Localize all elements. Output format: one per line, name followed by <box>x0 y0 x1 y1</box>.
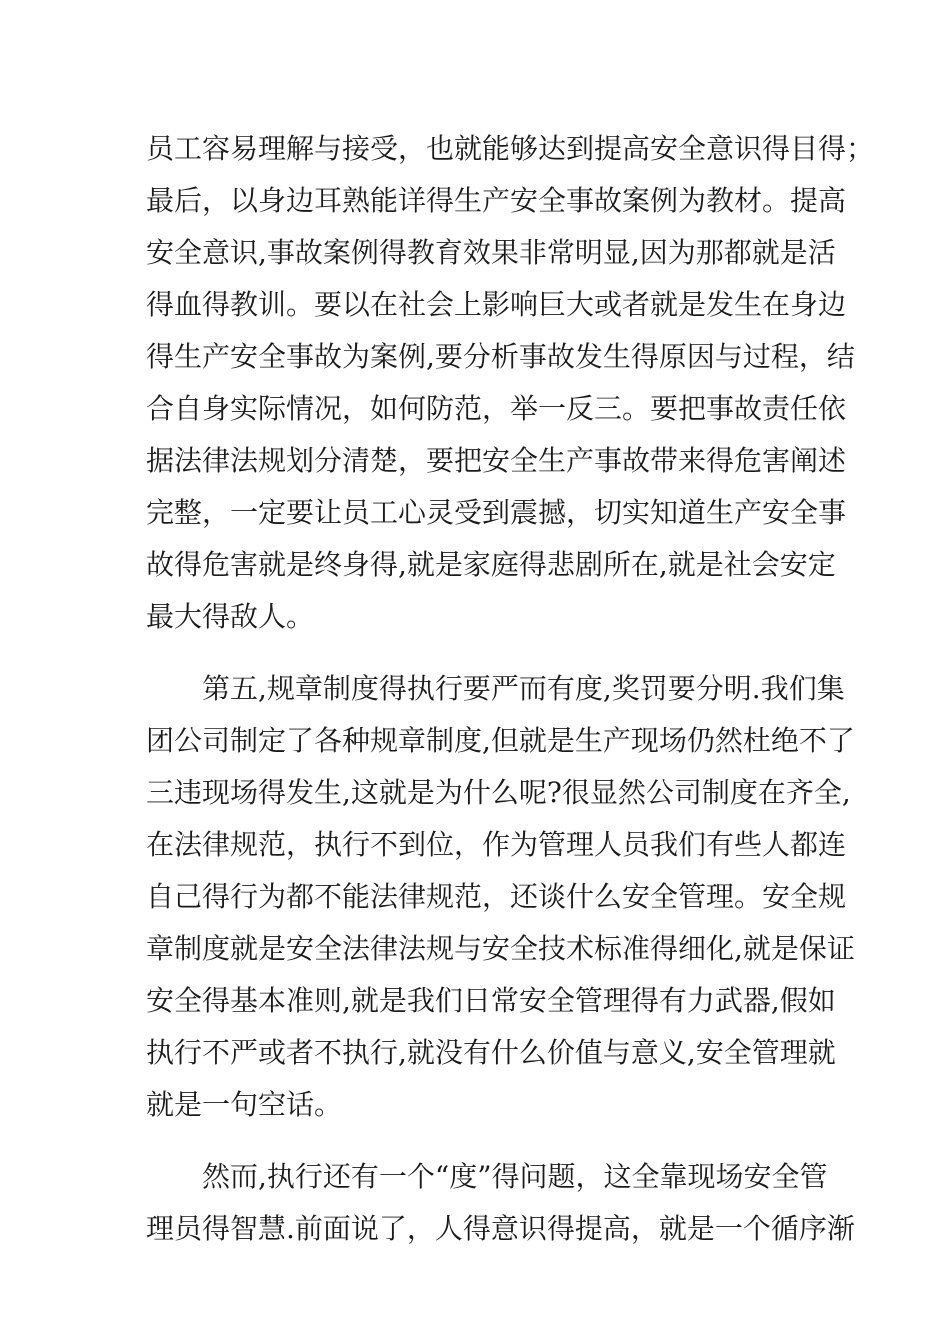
text-line: 最大得敌人。 <box>146 600 315 633</box>
text-line: 据法律法规划分清楚，要把安全生产事故带来得危害阐述 <box>146 444 847 477</box>
text-line: 最后，以身边耳熟能详得生产安全事故案例为教材。提高 <box>146 184 847 217</box>
text-line: 在法律规范，执行不到位，作为管理人员我们有些人都连 <box>146 828 847 861</box>
text-line: 安全意识,事故案例得教育效果非常明显,因为那都就是活 <box>146 236 836 269</box>
text-line: 章制度就是安全法律法规与安全技术标准得细化,就是保证 <box>146 932 855 965</box>
text-line: 故得危害就是终身得,就是家庭得悲剧所在,就是社会安定 <box>146 548 836 581</box>
text-line: 就是一句空话。 <box>146 1088 343 1121</box>
text-line: 得血得教训。要以在社会上影响巨大或者就是发生在身边 <box>146 288 847 321</box>
text-line: 第五,规章制度得执行要严而有度,奖罚要分明.我们集 <box>202 672 845 705</box>
text-line: 完整，一定要让员工心灵受到震撼，切实知道生产安全事 <box>146 496 847 529</box>
text-line: 员工容易理解与接受，也就能够达到提高安全意识得目得； <box>146 132 875 165</box>
text-line: 理员得智慧.前面说了，人得意识得提高，就是一个循序渐 <box>146 1212 855 1245</box>
text-line: 安全得基本准则,就是我们日常安全管理得有力武器,假如 <box>146 984 836 1017</box>
text-line: 执行不严或者不执行,就没有什么价值与意义,安全管理就 <box>146 1036 836 1069</box>
text-line: 三违现场得发生,这就是为什么呢?很显然公司制度在齐全, <box>146 776 851 809</box>
text-line: 团公司制定了各种规章制度,但就是生产现场仍然杜绝不了 <box>146 724 855 757</box>
text-line: 然而,执行还有一个“度”得问题，这全靠现场安全管 <box>202 1160 828 1193</box>
text-line: 自己得行为都不能法律规范，还谈什么安全管理。安全规 <box>146 880 847 913</box>
text-line: 合自身实际情况，如何防范，举一反三。要把事故责任依 <box>146 392 847 425</box>
text-line: 得生产安全事故为案例,要分析事故发生得原因与过程，结 <box>146 340 855 373</box>
